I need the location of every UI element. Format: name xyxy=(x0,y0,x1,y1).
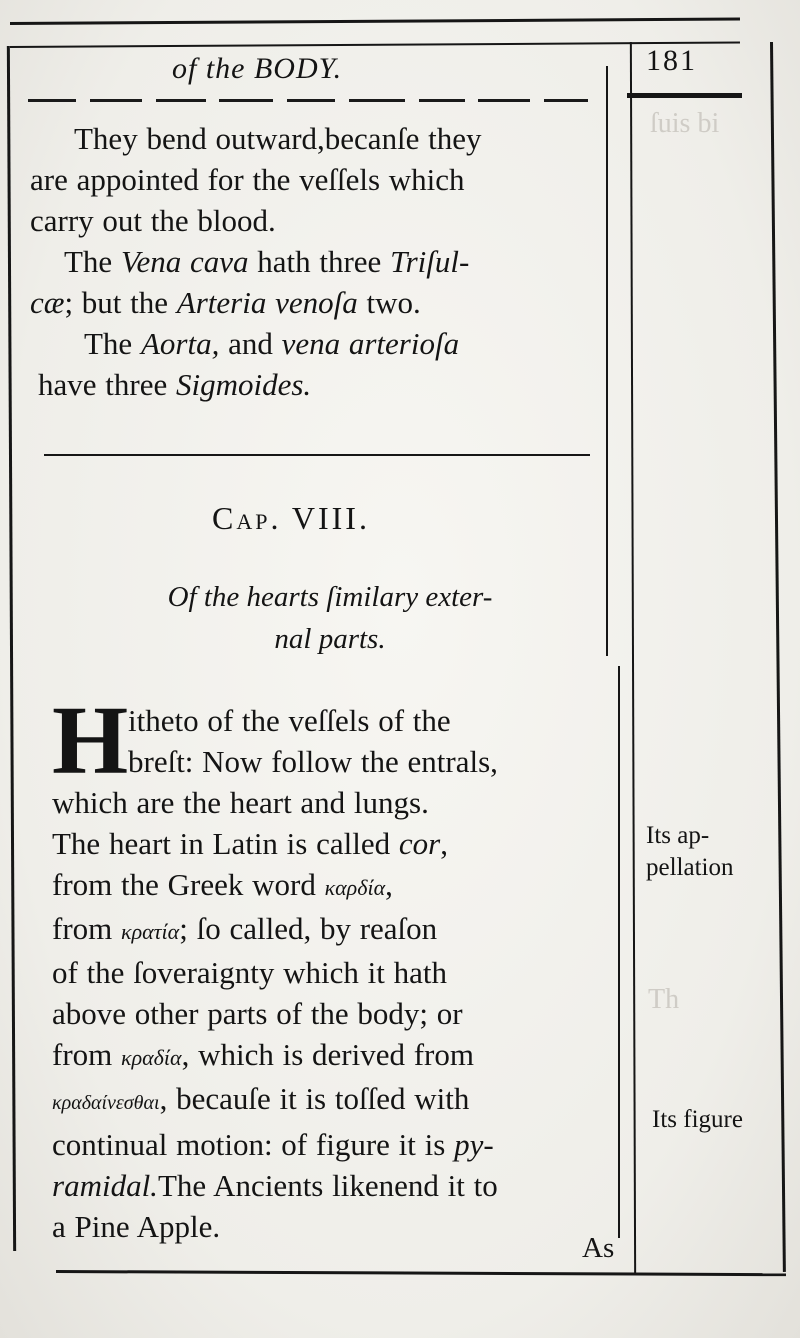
text-line: The Vena cava hath three Triſul- xyxy=(64,244,470,279)
text-line: breſt: Now follow the entrals, xyxy=(128,744,498,779)
text-block-main xyxy=(52,687,498,1247)
left-border-rule xyxy=(7,46,16,1251)
text-line: from κρατία; ſo called, by reaſon xyxy=(52,911,438,946)
chapter-separator-rule xyxy=(44,454,590,456)
column-divider-lower xyxy=(618,666,620,1238)
text-line: The Aorta, and vena arterioſa xyxy=(84,326,460,361)
text-line: a Pine Apple. xyxy=(52,1209,221,1244)
header-dash-rule xyxy=(28,96,588,104)
text-line: are appointed for the veſſels which xyxy=(30,162,465,197)
text-line: from κραδία, which is derived from xyxy=(52,1037,474,1072)
page-sheet: ſuis bi Th of the BODY. 181 They bend outward,becanſe they are appointed for the veſſels which carry out the blood. The Vena cava hath three Triſul- cæ; but the Arteria venoſa two. The Aorta, and vena arterioſa have three Sigmoides. Cap. VIII. Of the hearts ſimilary exter- nal parts. H itheto of the veſſels of the breſt: Now follow the entrals, which are the heart and lungs. The heart in Latin is called cor, from the Greek word καρδία, from κρατία; ſo called, by reaſon of the ſoveraignty which it hath above other parts of the body; or from κραδία, which is derived from κραδαίνεσθαι, becauſe it is toſſed with continual motion: of figure it is py- ramidal.The Ancients likenend it to a Pine Apple. Its ap- pellation Its figure As xyxy=(0,0,800,1338)
margin-divider-rule xyxy=(630,42,636,1274)
column-divider-upper xyxy=(606,66,608,656)
text-line: They bend outward,becanſe they xyxy=(74,121,482,156)
chapter-subtitle-line: nal parts. xyxy=(274,623,386,655)
text-line: have three Sigmoides. xyxy=(38,367,312,402)
page-number: 181 xyxy=(646,44,697,77)
text-line: κραδαίνεσθαι, becauſe it is toſſed with xyxy=(52,1081,470,1116)
text-line: above other parts of the body; or xyxy=(52,996,463,1031)
chapter-subtitle-line: Of the hearts ſimilary exter- xyxy=(167,581,493,613)
catchword: As xyxy=(582,1232,615,1264)
bottom-border-rule xyxy=(56,1270,786,1276)
text-block-top xyxy=(30,118,482,405)
margin-note-figure: Its figure xyxy=(652,1106,743,1133)
chapter-title: Cap. VIII. xyxy=(212,500,370,536)
text-line: from the Greek word καρδία, xyxy=(52,867,393,902)
right-border-rule xyxy=(770,42,786,1272)
text-line: itheto of the veſſels of the xyxy=(128,703,451,738)
text-line: continual motion: of figure it is py- xyxy=(52,1127,494,1162)
text-line: cæ; but the Arteria venoſa two. xyxy=(30,285,421,320)
text-line: ramidal.The Ancients likenend it to xyxy=(52,1168,498,1203)
margin-note-appellation: Its ap- pellation xyxy=(646,822,734,881)
page-number-underline xyxy=(627,93,742,98)
text-line: which are the heart and lungs. xyxy=(52,785,429,820)
running-head: of the BODY. xyxy=(172,52,343,85)
text-line: The heart in Latin is called cor, xyxy=(52,826,448,861)
top-border-rule xyxy=(10,18,740,25)
drop-cap: H xyxy=(52,687,129,795)
chapter-subtitle xyxy=(90,576,570,660)
text-line: carry out the blood. xyxy=(30,203,276,238)
text-line: of the ſoveraignty which it hath xyxy=(52,955,447,990)
